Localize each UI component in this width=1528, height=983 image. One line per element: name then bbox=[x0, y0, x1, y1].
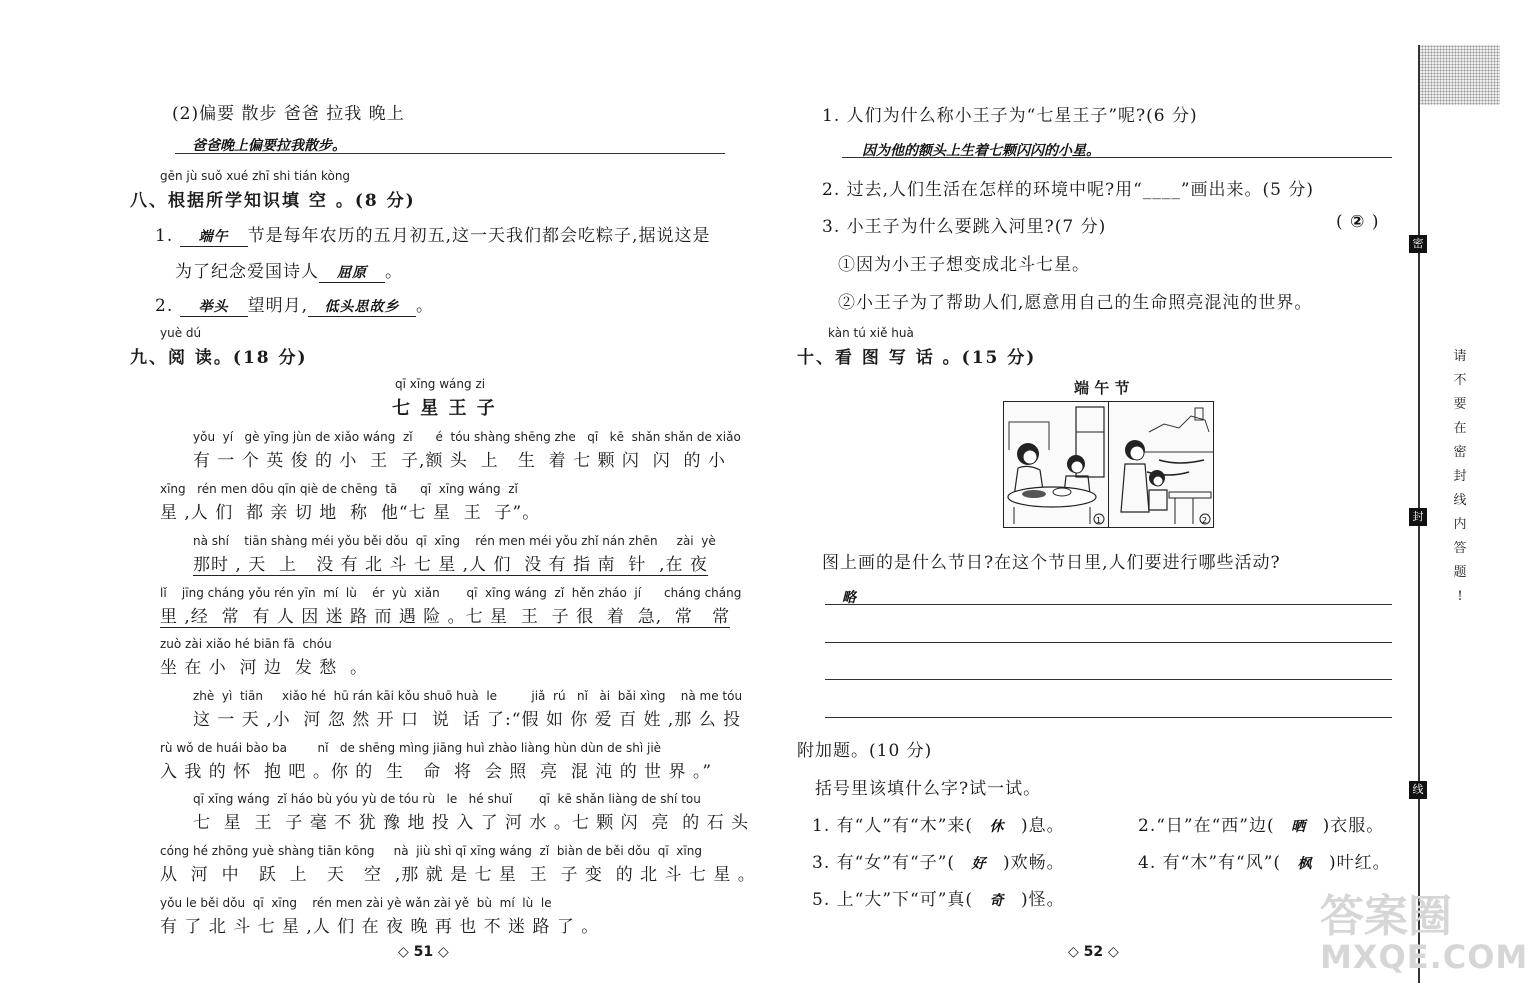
notice-char: 在 bbox=[1453, 421, 1467, 436]
q8-title: 八、根据所学知识填 空 。(8 分) bbox=[130, 191, 416, 211]
blank-answer: 端午 bbox=[180, 226, 248, 247]
seal-mark-feng: 封 bbox=[1409, 508, 1427, 526]
q8-item1-line1 bbox=[155, 221, 710, 247]
picture-panel-2 bbox=[1108, 401, 1214, 528]
story-title: 七 星 王 子 bbox=[392, 398, 497, 419]
picture-panel-1 bbox=[1003, 401, 1109, 528]
q8-item1-line2 bbox=[175, 257, 403, 283]
page-number-left: ◇ 51 ◇ bbox=[398, 944, 449, 960]
story-line-pinyin: rù wǒ de huái bào ba nǐ de shēng mìng jiāng huì zhào liàng hùn dùn de shì jiè bbox=[160, 741, 662, 755]
item-prefix: 3. 有“女”有“子”( bbox=[812, 853, 956, 873]
extra-item-2 bbox=[1138, 811, 1384, 836]
story-title-pinyin: qī xīng wáng zi bbox=[395, 377, 486, 391]
item-suffix: )欢畅。 bbox=[1003, 853, 1065, 873]
panel-number: 1 bbox=[1096, 516, 1102, 525]
story-line-text: 里 ,经 常 有 人 因 迷 路 而 遇 险 。七 星 王 子 很 着 急, 常 常 bbox=[160, 602, 730, 628]
watermark-logo bbox=[1320, 880, 1528, 980]
notice-char: 内 bbox=[1453, 517, 1467, 532]
story-line-pinyin: zuò zài xiǎo hé biān fā chóu bbox=[160, 637, 332, 651]
reading-q3-option2: ②小王子为了帮助人们,愿意用自己的生命照亮混沌的世界。 bbox=[838, 293, 1313, 313]
picture-title: 端 午 节 bbox=[1074, 379, 1130, 397]
reading-q2: 2. 过去,人们生活在怎样的环境中呢?用“____”画出来。(5 分) bbox=[822, 180, 1315, 200]
seal-line-strip bbox=[1412, 45, 1500, 983]
story-line-pinyin: lǐ jīng cháng yǒu rén yīn mí lù ér yù xiǎn qī xīng wáng zǐ hěn zháo jí cháng cháng bbox=[160, 586, 742, 600]
notice-char: ! bbox=[1457, 589, 1463, 604]
story-line-text: 七 星 王 子 毫 不 犹 豫 地 投 入 了 河 水 。七 颗 闪 亮 的 石 头 bbox=[193, 813, 750, 833]
item-prefix: 2.“日”在“西”边( bbox=[1138, 816, 1275, 836]
item-end: 。 bbox=[416, 296, 435, 316]
story-line-pinyin: nà shí tiān shàng méi yǒu běi dǒu qī xīng rén men méi yǒu zhǐ nán zhēn zài yè bbox=[193, 534, 716, 548]
story-line-text: 有 了 北 斗 七 星 ,人 们 在 夜 晚 再 也 不 迷 路 了 。 bbox=[160, 917, 600, 937]
notice-char: 题 bbox=[1453, 565, 1467, 580]
extra-intro: 括号里该填什么字?试一试。 bbox=[815, 779, 1042, 799]
item-end: 。 bbox=[385, 262, 403, 282]
story-line-text: 从 河 中 跃 上 天 空 ,那 就 是 七 星 王 子 变 的 北 斗 七 星 。 bbox=[160, 865, 756, 885]
seal-mark-xian: 线 bbox=[1409, 781, 1427, 799]
extra-title: 附加题。(10 分) bbox=[797, 741, 933, 761]
mother-child-zongzi-illustration bbox=[1004, 402, 1108, 527]
extra-item-3 bbox=[812, 848, 1065, 873]
reading-q1: 1. 人们为什么称小王子为“七星王子”呢?(6 分) bbox=[822, 106, 1198, 126]
story-line-text: 有 一 个 英 俊 的 小 王 子,额 头 上 生 着 七 颗 闪 闪 的 小 bbox=[193, 451, 726, 471]
q9-title: 九、阅 读。(18 分) bbox=[130, 348, 308, 368]
story-line-text: 坐 在 小 河 边 发 愁 。 bbox=[160, 658, 369, 678]
item-prefix: 1. 有“人”有“木”来( bbox=[812, 816, 974, 836]
q8-pinyin: gēn jù suǒ xué zhī shi tián kòng bbox=[160, 169, 351, 183]
q10-question: 图上画的是什么节日?在这个节日里,人们要进行哪些活动? bbox=[822, 553, 1281, 573]
filled-char: 晒 bbox=[1291, 819, 1307, 835]
paren-left: ( bbox=[1336, 212, 1344, 232]
seal-mark-mi: 密 bbox=[1409, 235, 1427, 253]
blank-answer: 屈原 bbox=[319, 262, 385, 283]
item-suffix: )叶红。 bbox=[1329, 853, 1391, 873]
item-text: 望明月, bbox=[247, 296, 309, 316]
reading-q3-option1: ①因为小王子想变成北斗七星。 bbox=[838, 255, 1090, 275]
notice-char: 要 bbox=[1453, 397, 1467, 412]
filled-char: 奇 bbox=[989, 893, 1005, 909]
notice-char: 请 bbox=[1453, 349, 1467, 364]
q10-pinyin: kàn tú xiě huà bbox=[828, 326, 914, 340]
writing-line-1 bbox=[825, 604, 1392, 605]
blank-answer: 低头思故乡 bbox=[308, 296, 416, 317]
choice-answer: ② bbox=[1350, 212, 1366, 232]
blank-answer: 举头 bbox=[180, 296, 248, 317]
dragon-boat-riverside-illustration bbox=[1109, 402, 1213, 527]
q10-title: 十、看 图 写 话 。(15 分) bbox=[797, 348, 1037, 368]
notice-char: 线 bbox=[1453, 493, 1467, 508]
paren-right: ) bbox=[1371, 212, 1380, 232]
reading-q3-answer-box bbox=[1336, 212, 1380, 232]
item-number: 2. bbox=[155, 296, 174, 316]
extra-item-5 bbox=[812, 885, 1065, 910]
story-line-pinyin: yǒu le běi dǒu qī xīng rén men zài yè wǎn zài yě bù mí lù le bbox=[160, 896, 552, 910]
reading-q3: 3. 小王子为什么要跳入河里?(7 分) bbox=[822, 217, 1107, 237]
notice-char: 封 bbox=[1453, 469, 1467, 484]
story-line-pinyin: zhè yì tiān xiǎo hé hū rán kāi kǒu shuō huà le jiǎ rú nǐ ài bǎi xìng nà me tóu bbox=[193, 689, 743, 703]
writing-line-2 bbox=[825, 642, 1392, 643]
seal-notice bbox=[1450, 345, 1470, 609]
q7-2-prompt: (2)偏要 散步 爸爸 拉我 晚上 bbox=[172, 104, 405, 124]
item-suffix: )怪。 bbox=[1021, 890, 1065, 910]
story-line-text: 入 我 的 怀 抱 吧 。你 的 生 命 将 会 照 亮 混 沌 的 世 界 。” bbox=[160, 762, 713, 782]
item-suffix: )息。 bbox=[1021, 816, 1065, 836]
watermark-text: 答案圈 bbox=[1320, 891, 1452, 942]
q8-item2 bbox=[155, 291, 434, 317]
q7-2-answer: 爸爸晚上偏要拉我散步。 bbox=[192, 138, 346, 154]
filled-char: 好 bbox=[971, 856, 987, 872]
story-line-pinyin: qī xīng wáng zǐ háo bù yóu yù de tóu rù le hé shuǐ qī kē shǎn liàng de shí tou bbox=[193, 792, 701, 806]
notice-char: 密 bbox=[1453, 445, 1467, 460]
story-line-text: 这 一 天 ,小 河 忽 然 开 口 说 话 了:“假 如 你 爱 百 姓 ,那 么 投 bbox=[193, 710, 742, 730]
q10-answer: 略 bbox=[842, 590, 856, 606]
story-line-pinyin: xīng rén men dōu qīn qiè de chēng tā qī xīng wáng zǐ bbox=[160, 482, 518, 496]
q9-pinyin: yuè dú bbox=[160, 326, 202, 340]
notice-char: 答 bbox=[1453, 541, 1467, 556]
reading-q1-answer: 因为他的额头上生着七颗闪闪的小星。 bbox=[862, 143, 1100, 159]
item-text: 为了纪念爱国诗人 bbox=[175, 262, 319, 282]
filled-char: 休 bbox=[989, 819, 1005, 835]
item-prefix: 4. 有“木”有“风”( bbox=[1138, 853, 1282, 873]
story-line-pinyin: yǒu yí gè yīng jùn de xiǎo wáng zǐ é tóu shàng shēng zhe qī kē shǎn shǎn de xiǎo bbox=[193, 430, 741, 444]
notice-char: 不 bbox=[1453, 373, 1467, 388]
answer-line bbox=[842, 157, 1392, 158]
item-text: 节是每年农历的五月初五,这一天我们都会吃粽子,据说这是 bbox=[247, 226, 711, 246]
item-prefix: 5. 上“大”下“可”真( bbox=[812, 890, 974, 910]
writing-line-4 bbox=[825, 717, 1392, 718]
halftone-block bbox=[1418, 45, 1500, 105]
page-number-right: ◇ 52 ◇ bbox=[1068, 944, 1119, 960]
story-line-text: 那时 , 天 上 没 有 北 斗 七 星 ,人 们 没 有 指 南 针 ,在 夜 bbox=[193, 550, 708, 576]
answer-line bbox=[175, 153, 725, 154]
extra-item-4 bbox=[1138, 848, 1391, 873]
watermark-url: MXQE.COM bbox=[1320, 938, 1528, 976]
story-line-text: 星 ,人 们 都 亲 切 地 称 他“七 星 王 子”。 bbox=[160, 503, 541, 523]
extra-item-1 bbox=[812, 811, 1065, 836]
panel-number: 2 bbox=[1202, 516, 1208, 525]
writing-line-3 bbox=[825, 679, 1392, 680]
item-suffix: )衣服。 bbox=[1322, 816, 1385, 836]
filled-char: 枫 bbox=[1297, 856, 1313, 872]
item-number: 1. bbox=[155, 226, 174, 246]
story-line-pinyin: cóng hé zhōng yuè shàng tiān kōng nà jiù shì qī xīng wáng zǐ biàn de běi dǒu qī xīng bbox=[160, 844, 702, 858]
